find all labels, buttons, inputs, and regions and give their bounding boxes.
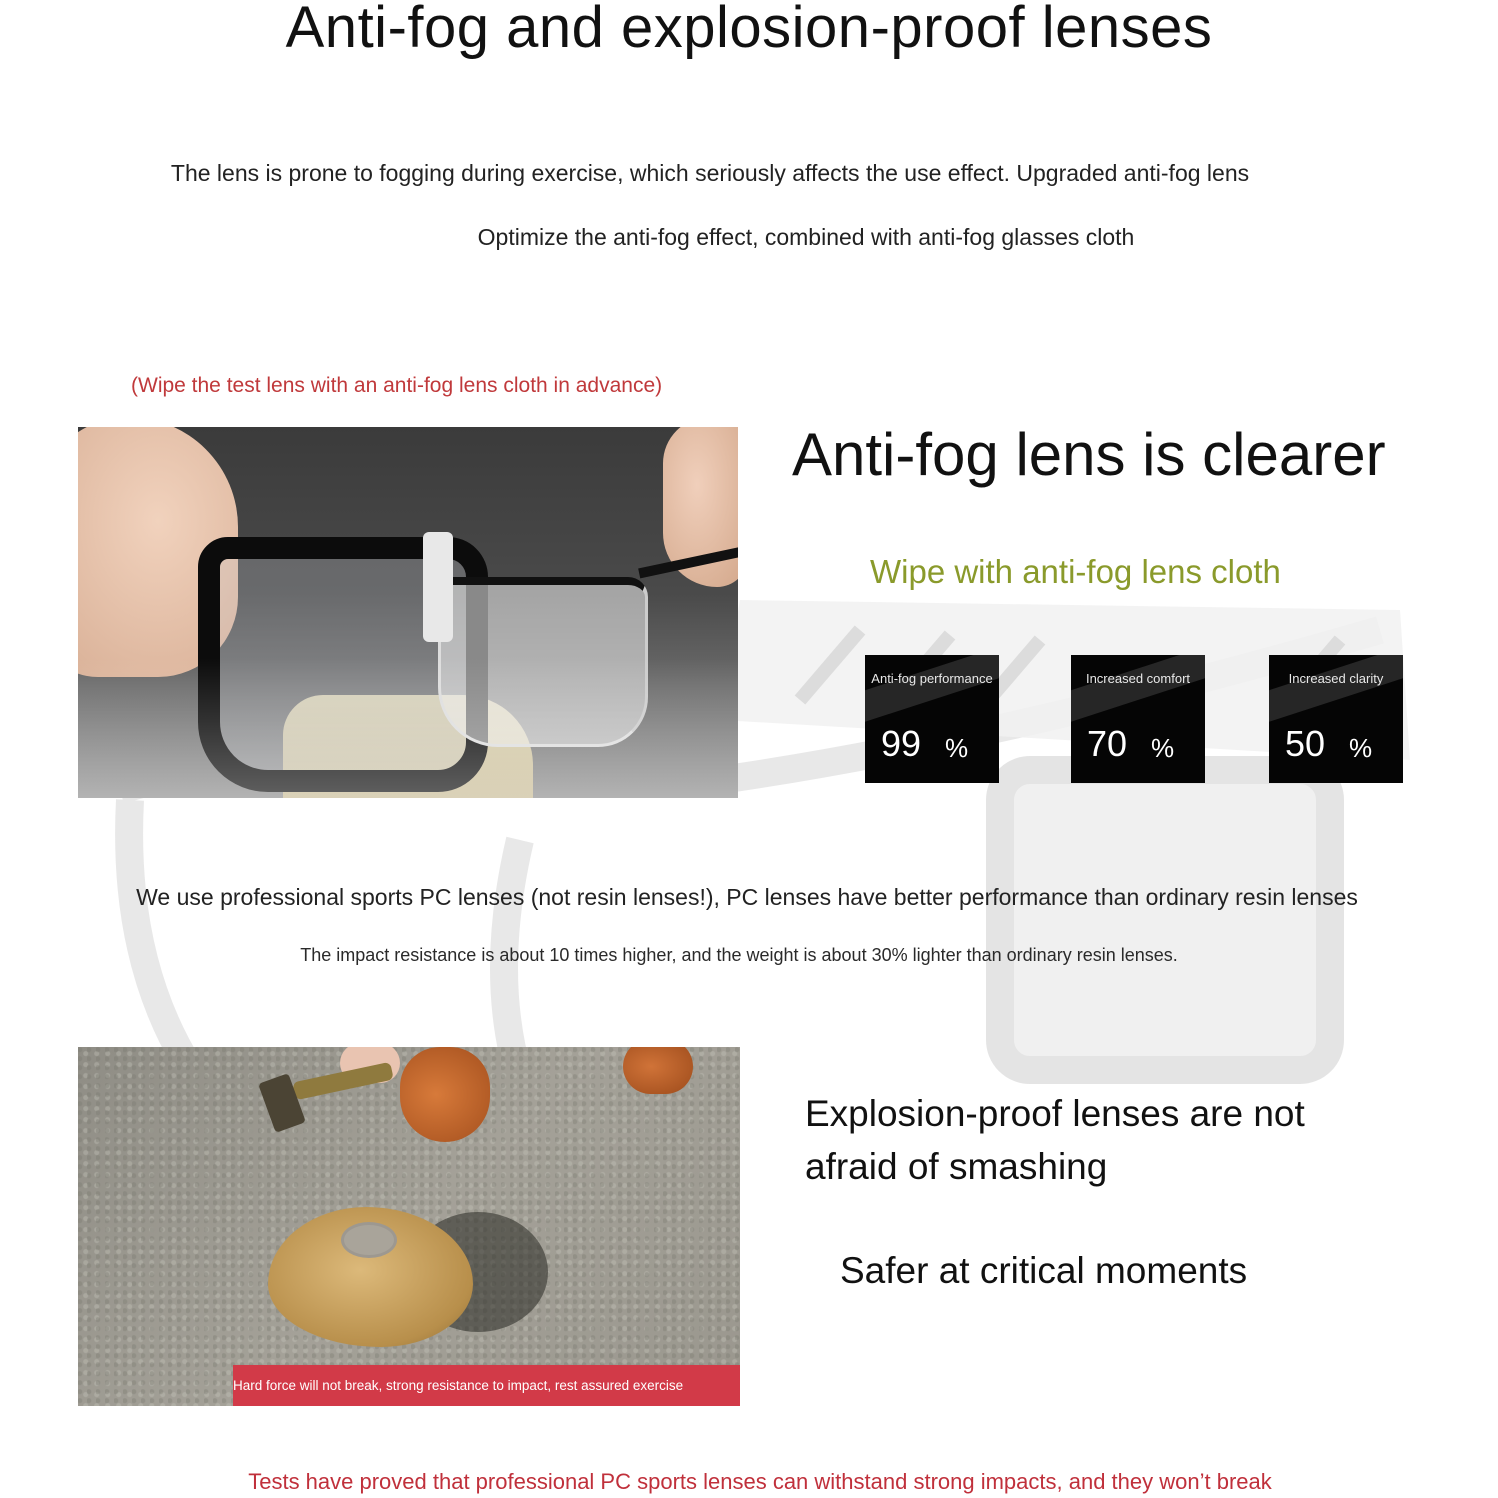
impact-test-photo	[78, 1047, 740, 1406]
intro-line-2: Optimize the anti-fog effect, combined with anti-fog glasses cloth	[477, 224, 1135, 250]
stat-value: 99	[881, 723, 922, 764]
stat-unit: %	[1151, 733, 1175, 763]
stat-label: Increased clarity	[1288, 671, 1384, 686]
impact-resistance-statement: The impact resistance is about 10 times higher, and the weight is about 30% lighter than ordinary resin lenses.	[300, 945, 1178, 965]
stat-unit: %	[945, 733, 969, 763]
safety-tagline: Safer at critical moments	[840, 1250, 1248, 1291]
shoe-right	[623, 1047, 693, 1094]
impact-banner: Hard force will not break, strong resistance to impact, rest assured exercise	[233, 1365, 740, 1406]
stat-label: Anti-fog performance	[871, 671, 993, 686]
test-note: (Wipe the test lens with an anti-fog lens cloth in advance)	[131, 374, 663, 397]
stat-card-clarity	[1269, 655, 1403, 783]
photo-fade	[78, 658, 738, 798]
explosion-heading-line-2: afraid of smashing	[805, 1146, 1108, 1187]
stat-card-antifog	[865, 655, 999, 783]
explosion-heading-line-1: Explosion-proof lenses are not	[805, 1093, 1305, 1134]
antifog-demo-photo	[78, 427, 738, 798]
antifog-subheading: Wipe with anti-fog lens cloth	[870, 553, 1281, 590]
stat-unit: %	[1349, 733, 1373, 763]
pc-lens-statement: We use professional sports PC lenses (not resin lenses!), PC lenses have better performance than ordinary resin lenses	[136, 884, 1358, 910]
stat-label: Increased comfort	[1085, 671, 1191, 686]
glasses-bridge	[423, 532, 453, 642]
shoe-left	[400, 1047, 490, 1142]
stat-card-comfort	[1071, 655, 1205, 783]
lens-under-rock	[341, 1222, 397, 1258]
stat-value: 50	[1285, 723, 1326, 764]
stat-value: 70	[1087, 723, 1128, 764]
antifog-heading: Anti-fog lens is clearer	[792, 421, 1386, 488]
intro-line-1: The lens is prone to fogging during exercise, which seriously affects the use effect. Upgraded anti-fog lens	[170, 160, 1250, 186]
page-title: Anti-fog and explosion-proof lenses	[285, 0, 1213, 60]
footer-statement: Tests have proved that professional PC sports lenses can withstand strong impacts, and they won’t break	[248, 1469, 1272, 1494]
